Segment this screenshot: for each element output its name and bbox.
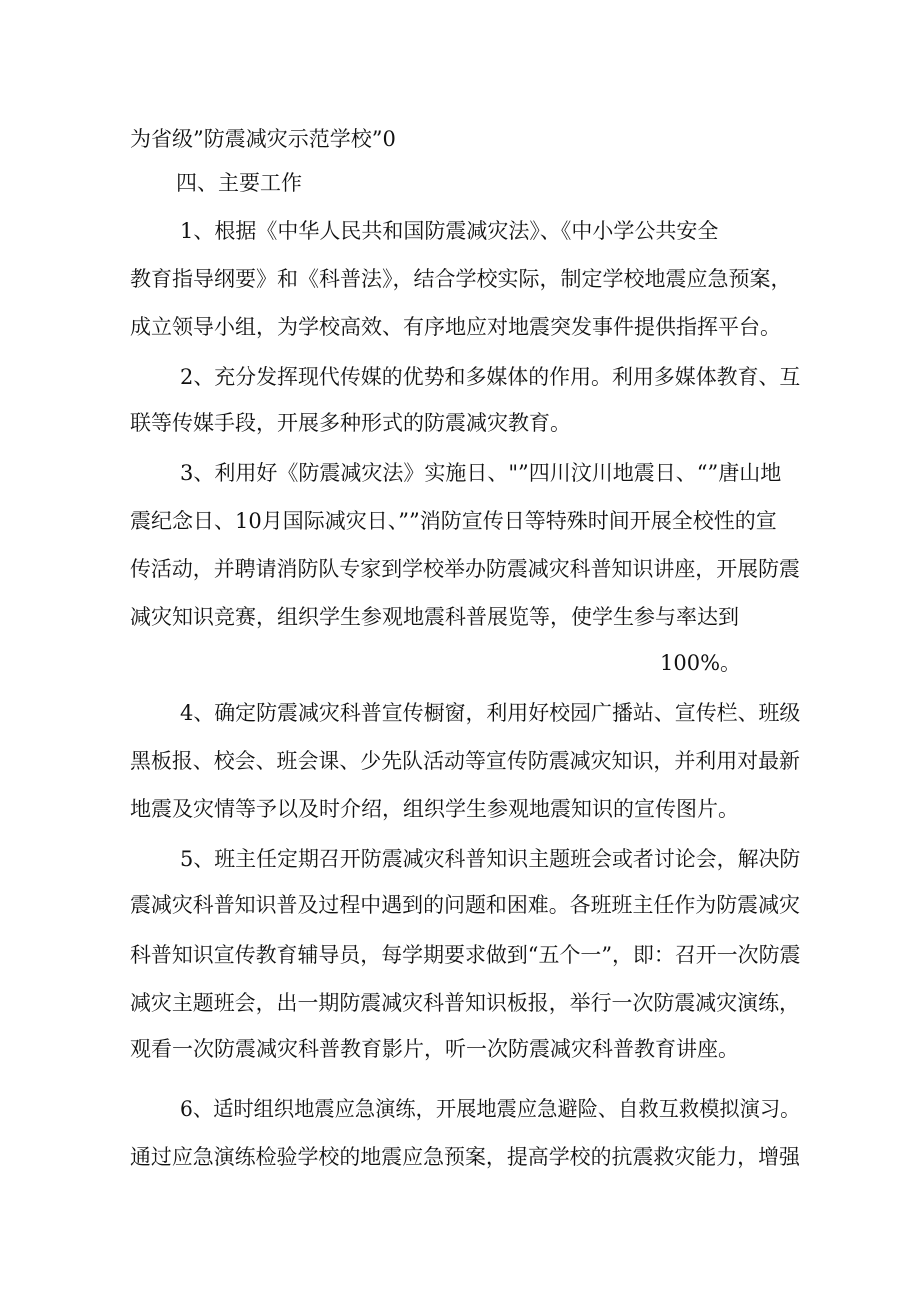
line-text: 6、适时组织地震应急演练，开展地震应急避险、自救互救模拟演习。 [180, 1097, 801, 1121]
line-text: 为省级”防震减灾示范学校”0 [130, 127, 396, 151]
text-line [0, 1086, 920, 1132]
line-text: 传活动，并聘请消防队专家到学校举办防震减灾科普知识讲座，开展防震 [130, 557, 800, 581]
text-line [0, 836, 920, 882]
text-line [0, 594, 920, 640]
text-line [0, 1026, 920, 1072]
text-line [0, 738, 920, 784]
text-line [0, 304, 920, 350]
line-text: 通过应急演练检验学校的地震应急预案，提高学校的抗震救灾能力，增强 [130, 1145, 800, 1169]
line-text: 100%。 [660, 651, 742, 675]
line-text: 成立领导小组，为学校高效、有序地应对地震突发事件提供指挥平台。 [130, 315, 781, 339]
text-line [0, 980, 920, 1026]
line-text: 教育指导纲要》和《科普法》，结合学校实际，制定学校地震应急预案， [130, 267, 792, 291]
section-heading [0, 160, 920, 206]
text-line [0, 690, 920, 736]
text-line [0, 882, 920, 928]
text-line [0, 498, 920, 544]
line-text: 四、主要工作 [176, 171, 302, 195]
text-line [0, 546, 920, 592]
text-line [0, 932, 920, 978]
line-text: 1、根据《中华人民共和国防震减灾法》、《中小学公共安全 [180, 219, 719, 243]
line-text: 震纪念日、10月国际减灾日、””消防宣传日等特殊时间开展全校性的宣 [130, 509, 777, 533]
text-line [0, 400, 920, 446]
text-line [0, 640, 920, 686]
line-text: 4、确定防震减灾科普宣传橱窗，利用好校园广播站、宣传栏、班级 [180, 701, 801, 725]
line-text: 科普知识宣传教育辅导员，每学期要求做到“五个一”，即：召开一次防震 [130, 943, 801, 967]
text-line [0, 354, 920, 400]
text-line [0, 208, 920, 254]
text-line [0, 116, 920, 162]
line-text: 2、充分发挥现代传媒的优势和多媒体的作用。利用多媒体教育、互 [180, 365, 801, 389]
line-text: 地震及灾情等予以及时介绍，组织学生参观地震知识的宣传图片。 [130, 797, 739, 821]
line-text: 减灾主题班会，出一期防震减灾科普知识板报，举行一次防震减灾演练， [130, 991, 800, 1015]
line-text: 联等传媒手段，开展多种形式的防震减灾教育。 [130, 411, 571, 435]
line-text: 观看一次防震减灾科普教育影片，听一次防震减灾科普教育讲座。 [130, 1037, 739, 1061]
text-line [0, 450, 920, 496]
line-text: 震减灾科普知识普及过程中遇到的问题和困难。各班班主任作为防震减灾 [130, 893, 800, 917]
line-text: 黑板报、校会、班会课、少先队活动等宣传防震减灾知识，并利用对最新 [130, 749, 800, 773]
line-text: 减灾知识竞赛，组织学生参观地震科普展览等，使学生参与率达到 [130, 605, 739, 629]
line-text: 5、班主任定期召开防震减灾科普知识主题班会或者讨论会，解决防 [180, 847, 801, 871]
line-text: 3、利用好《防震减灾法》实施日、"”四川汶川地震日、“”唐山地 [180, 461, 782, 485]
text-line [0, 256, 920, 302]
text-line [0, 786, 920, 832]
text-line [0, 1134, 920, 1180]
